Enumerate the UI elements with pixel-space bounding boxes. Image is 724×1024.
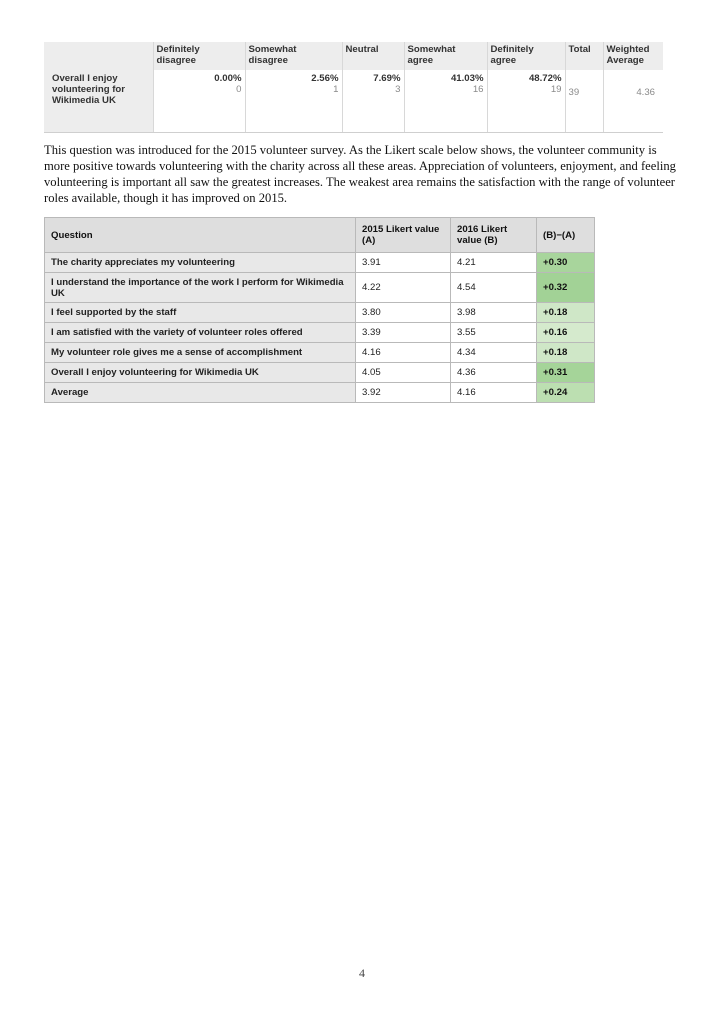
likert-question: I understand the importance of the work I perform for Wikimedia UK [45,273,356,303]
percent-value: 48.72% [528,73,562,84]
likert-difference: +0.32 [537,273,595,303]
count-value: 1 [333,84,339,95]
table-row [45,383,595,403]
likert-value-2015: 3.80 [356,303,451,323]
survey-cell-total: 39 [565,70,603,133]
likert-difference: +0.16 [537,323,595,343]
likert-question: I am satisfied with the variety of volunteer roles offered [45,323,356,343]
survey-header-definitely-disagree: Definitely disagree [153,42,245,70]
likert-header-difference: (B)−(A) [537,218,595,253]
percent-value: 2.56% [311,73,339,84]
likert-value-2015: 3.92 [356,383,451,403]
likert-question: I feel supported by the staff [45,303,356,323]
survey-row-label: Overall I enjoy volunteering for Wikimedia UK [44,70,153,133]
survey-cell-somewhat-disagree [245,70,342,133]
count-value: 16 [472,84,484,95]
table-row [45,273,595,303]
likert-value-2016: 4.21 [451,253,537,273]
survey-header-somewhat-agree: Somewhat agree [404,42,487,70]
table-row [45,253,595,273]
table-row [45,303,595,323]
likert-value-2015: 3.91 [356,253,451,273]
likert-question: My volunteer role gives me a sense of accomplishment [45,343,356,363]
likert-question: The charity appreciates my volunteering [45,253,356,273]
likert-header-2016: 2016 Likert value (B) [451,218,537,253]
likert-value-2016: 4.54 [451,273,537,303]
likert-header-2015: 2015 Likert value (A) [356,218,451,253]
likert-difference: +0.30 [537,253,595,273]
survey-cell-definitely-agree [487,70,565,133]
survey-response-table [44,42,663,133]
likert-difference: +0.18 [537,343,595,363]
percent-value: 0.00% [214,73,242,84]
likert-value-2016: 4.36 [451,363,537,383]
page-number: 4 [359,966,365,980]
likert-value-2015: 4.22 [356,273,451,303]
table-row [45,323,595,343]
survey-header-corner [44,42,153,70]
likert-value-2016: 4.34 [451,343,537,363]
likert-value-2016: 3.98 [451,303,537,323]
survey-header-somewhat-disagree: Somewhat disagree [245,42,342,70]
count-value: 19 [550,84,562,95]
likert-value-2015: 3.39 [356,323,451,343]
likert-question: Overall I enjoy volunteering for Wikimedia UK [45,363,356,383]
survey-header-weighted-average: Weighted Average [603,42,663,70]
count-value: 3 [395,84,401,95]
survey-header-definitely-agree: Definitely agree [487,42,565,70]
likert-value-2015: 4.16 [356,343,451,363]
table-row [45,343,595,363]
survey-cell-weighted-average: 4.36 [603,70,663,133]
likert-value-2015: 4.05 [356,363,451,383]
percent-value: 7.69% [373,73,401,84]
survey-cell-somewhat-agree [404,70,487,133]
survey-header-total: Total [565,42,603,70]
survey-header-row [44,42,663,70]
likert-header-question: Question [45,218,356,253]
likert-header-row [45,218,595,253]
likert-value-2016: 4.16 [451,383,537,403]
survey-header-neutral: Neutral [342,42,404,70]
survey-cell-definitely-disagree [153,70,245,133]
percent-value: 41.03% [450,73,484,84]
survey-data-row [44,70,663,133]
survey-cell-neutral [342,70,404,133]
likert-comparison-table [44,217,595,403]
likert-difference: +0.18 [537,303,595,323]
body-paragraph: This question was introduced for the 2015 volunteer survey. As the Likert scale below shows, the volunteer community is more positive towards volunteering with the charity across all these areas. Appreciation of volunteers, enjoyment, and feeling volunteering is important all saw the greatest increases. The weakest area remains the satisfaction with the range of volunteer roles available, though it has improved on 2015. [44,143,676,205]
table-row [45,363,595,383]
likert-difference: +0.31 [537,363,595,383]
likert-value-2016: 3.55 [451,323,537,343]
likert-question: Average [45,383,356,403]
count-value: 0 [236,84,242,95]
likert-difference: +0.24 [537,383,595,403]
